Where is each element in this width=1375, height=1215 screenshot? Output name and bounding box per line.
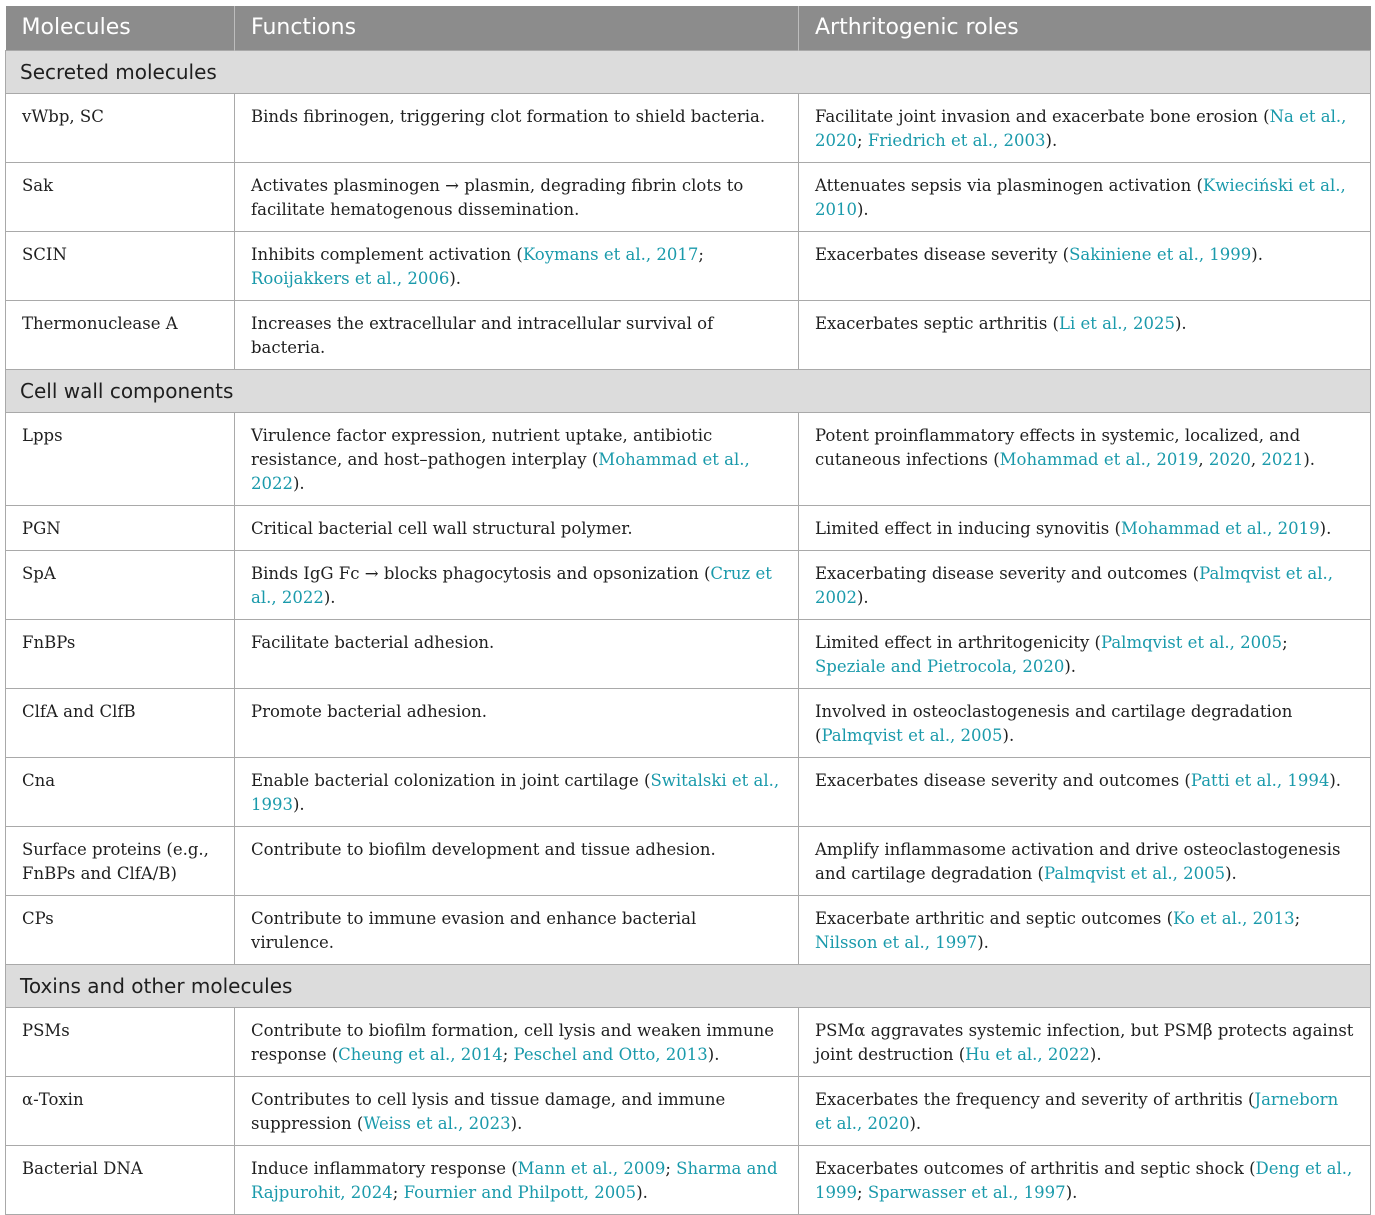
- cell-text: Virulence factor expression, nutrient uptake, antibiotic resistance, and host–pathogen interplay (: [251, 426, 713, 469]
- cell-text: Binds IgG Fc → blocks phagocytosis and opsonization (: [251, 564, 711, 583]
- cell-text: ).: [1303, 450, 1316, 469]
- table-row: [6, 689, 1371, 758]
- cell-text: ;: [665, 1159, 677, 1178]
- function-cell: [235, 1077, 799, 1146]
- cell-text: ;: [502, 1045, 514, 1064]
- header-arthritogenic-roles: Arthritogenic roles: [799, 6, 1371, 51]
- cell-text: Binds fibrinogen, triggering clot formation to shield bacteria.: [251, 107, 766, 126]
- table-row: [6, 620, 1371, 689]
- cell-text: ;: [1282, 633, 1288, 652]
- role-cell: [799, 413, 1371, 506]
- cell-text: ).: [1319, 519, 1332, 538]
- cell-text: ).: [857, 200, 869, 219]
- cell-text: Induce inflammatory response (: [251, 1159, 518, 1178]
- cell-text: Amplify inflammasome activation and drive osteoclastogenesis and cartilage degradation (: [815, 840, 1341, 883]
- table-row: [6, 301, 1371, 370]
- cell-text: Potent proinflammatory effects in systemic, localized, and cutaneous infections (: [815, 426, 1301, 469]
- cell-text: ).: [1064, 657, 1077, 676]
- cell-text: ;: [698, 245, 704, 264]
- citation-link[interactable]: Friedrich et al., 2003: [867, 131, 1046, 150]
- cell-text: Limited effect in inducing synovitis (: [815, 519, 1121, 538]
- molecule-cell: α-Toxin: [6, 1077, 235, 1146]
- molecule-cell: PSMs: [6, 1008, 235, 1077]
- citation-link[interactable]: Kwieciński et al., 2010: [815, 176, 1346, 219]
- cell-text: Exacerbates outcomes of arthritis and septic shock (: [815, 1159, 1256, 1178]
- function-cell: [235, 551, 799, 620]
- molecule-cell: vWbp, SC: [6, 94, 235, 163]
- citation-link[interactable]: Mohammad et al., 2022: [251, 450, 750, 493]
- cell-text: Attenuates sepsis via plasminogen activation (: [815, 176, 1203, 195]
- citation-link[interactable]: Switalski et al., 1993: [251, 771, 780, 814]
- cell-text: Critical bacterial cell wall structural polymer.: [251, 519, 633, 538]
- cell-text: ).: [636, 1183, 648, 1202]
- citation-link[interactable]: Mohammad et al., 2019: [999, 450, 1199, 469]
- citation-link[interactable]: Palmqvist et al., 2005: [821, 726, 1003, 745]
- function-cell: [235, 827, 799, 896]
- function-cell: [235, 896, 799, 965]
- cell-text: ).: [1002, 726, 1015, 745]
- molecule-cell: FnBPs: [6, 620, 235, 689]
- cell-text: Exacerbates disease severity (: [815, 245, 1070, 264]
- section-row: [6, 965, 1371, 1008]
- citation-link[interactable]: Sharma and Rajpurohit, 2024: [251, 1159, 778, 1202]
- role-cell: [799, 1077, 1371, 1146]
- cell-text: Contribute to immune evasion and enhance bacterial virulence.: [251, 909, 697, 952]
- cell-text: ).: [323, 588, 336, 607]
- cell-text: ).: [293, 795, 305, 814]
- role-cell: [799, 94, 1371, 163]
- cell-text: ,: [1198, 450, 1209, 469]
- section-row: [6, 51, 1371, 94]
- citation-link[interactable]: Palmqvist et al., 2005: [1044, 864, 1226, 883]
- cell-text: ).: [1251, 245, 1263, 264]
- citation-link[interactable]: Palmqvist et al., 2002: [815, 564, 1333, 607]
- citation-link[interactable]: Patti et al., 1994: [1190, 771, 1330, 790]
- function-cell: [235, 620, 799, 689]
- cell-text: Contribute to biofilm formation, cell lysis and weaken immune response (: [251, 1021, 775, 1064]
- cell-text: ).: [1089, 1045, 1102, 1064]
- molecule-cell: CPs: [6, 896, 235, 965]
- cell-text: Enable bacterial colonization in joint cartilage (: [251, 771, 651, 790]
- cell-text: ;: [1294, 909, 1301, 928]
- function-cell: [235, 413, 799, 506]
- molecule-cell: SCIN: [6, 232, 235, 301]
- table-row: [6, 506, 1371, 551]
- cell-text: ).: [293, 474, 305, 493]
- cell-text: Limited effect in arthritogenicity (: [815, 633, 1101, 652]
- table-row: [6, 94, 1371, 163]
- role-cell: [799, 551, 1371, 620]
- molecule-cell: PGN: [6, 506, 235, 551]
- section-title: Toxins and other molecules: [6, 965, 1371, 1008]
- cell-text: Facilitate bacterial adhesion.: [251, 633, 495, 652]
- function-cell: [235, 1008, 799, 1077]
- cell-text: ).: [1174, 314, 1187, 333]
- citation-link[interactable]: Sparwasser et al., 1997: [867, 1183, 1066, 1202]
- cell-text: Facilitate joint invasion and exacerbate bone erosion (: [815, 107, 1270, 126]
- function-cell: [235, 758, 799, 827]
- cell-text: ).: [510, 1114, 523, 1133]
- cell-text: ).: [1225, 864, 1237, 883]
- role-cell: [799, 232, 1371, 301]
- header-row: [6, 6, 1371, 51]
- section-row: [6, 370, 1371, 413]
- function-cell: [235, 232, 799, 301]
- role-cell: [799, 1146, 1371, 1215]
- table-body: [6, 51, 1371, 1215]
- citation-link[interactable]: Li et al., 2025: [1058, 314, 1175, 333]
- citation-link[interactable]: Fournier and Philpott, 2005: [403, 1183, 637, 1202]
- cell-text: ).: [1329, 771, 1342, 790]
- role-cell: [799, 827, 1371, 896]
- cell-text: ).: [857, 588, 869, 607]
- section-title: Cell wall components: [6, 370, 1371, 413]
- cell-text: PSMα aggravates systemic infection, but PSMβ protects against joint destruction (: [815, 1021, 1354, 1064]
- molecule-cell: Cna: [6, 758, 235, 827]
- cell-text: ).: [449, 269, 462, 288]
- cell-text: Increases the extracellular and intracellular survival of bacteria.: [251, 314, 714, 357]
- function-cell: [235, 689, 799, 758]
- cell-text: ;: [857, 131, 868, 150]
- citation-link[interactable]: Cheung et al., 2014: [338, 1045, 503, 1064]
- role-cell: [799, 896, 1371, 965]
- function-cell: [235, 301, 799, 370]
- role-cell: [799, 689, 1371, 758]
- citation-link[interactable]: Nilsson et al., 1997: [815, 933, 978, 952]
- molecule-cell: SpA: [6, 551, 235, 620]
- molecule-cell: Bacterial DNA: [6, 1146, 235, 1215]
- table-row: [6, 827, 1371, 896]
- role-cell: [799, 1008, 1371, 1077]
- table-header: [6, 6, 1371, 51]
- cell-text: Exacerbates the frequency and severity of arthritis (: [815, 1090, 1255, 1109]
- table-row: [6, 163, 1371, 232]
- cell-text: Exacerbates disease severity and outcomes (: [815, 771, 1191, 790]
- citation-link[interactable]: Palmqvist et al., 2005: [1100, 633, 1283, 652]
- cell-text: ).: [707, 1045, 720, 1064]
- cell-text: ;: [392, 1183, 404, 1202]
- cell-text: Exacerbates septic arthritis (: [815, 314, 1059, 333]
- cell-text: Promote bacterial adhesion.: [251, 702, 488, 721]
- cell-text: Inhibits complement activation (: [251, 245, 523, 264]
- cell-text: Contribute to biofilm development and tissue adhesion.: [251, 840, 716, 859]
- cell-text: Activates plasminogen → plasmin, degrading fibrin clots to facilitate hematogenous dissemination.: [251, 176, 744, 219]
- function-cell: [235, 163, 799, 232]
- cell-text: ;: [857, 1183, 868, 1202]
- cell-text: Exacerbating disease severity and outcomes (: [815, 564, 1200, 583]
- citation-link[interactable]: Sakiniene et al., 1999: [1069, 245, 1252, 264]
- citation-link[interactable]: Weiss et al., 2023: [363, 1114, 511, 1133]
- citation-link[interactable]: Jarneborn et al., 2020: [815, 1090, 1339, 1133]
- molecules-table: [5, 6, 1371, 1215]
- header-molecules: Molecules: [6, 6, 235, 51]
- table-row: [6, 758, 1371, 827]
- molecule-cell: Surface proteins (e.g., FnBPs and ClfA/B): [6, 827, 235, 896]
- cell-text: ).: [1065, 1183, 1078, 1202]
- citation-link[interactable]: Na et al., 2020: [815, 107, 1347, 150]
- function-cell: [235, 506, 799, 551]
- citation-link[interactable]: Koymans et al., 2017: [522, 245, 699, 264]
- citation-link[interactable]: 2020: [1208, 450, 1251, 469]
- role-cell: [799, 758, 1371, 827]
- molecule-cell: Lpps: [6, 413, 235, 506]
- citation-link[interactable]: Deng et al., 1999: [815, 1159, 1353, 1202]
- citation-link[interactable]: Rooijakkers et al., 2006: [251, 269, 450, 288]
- cell-text: ).: [909, 1114, 922, 1133]
- table-row: [6, 896, 1371, 965]
- table-row: [6, 232, 1371, 301]
- cell-text: Exacerbate arthritic and septic outcomes (: [815, 909, 1174, 928]
- cell-text: ,: [1250, 450, 1262, 469]
- role-cell: [799, 506, 1371, 551]
- role-cell: [799, 163, 1371, 232]
- cell-text: Contributes to cell lysis and tissue damage, and immune suppression (: [251, 1090, 726, 1133]
- table-row: [6, 1146, 1371, 1215]
- cell-text: ).: [977, 933, 989, 952]
- citation-link[interactable]: Cruz et al., 2022: [251, 564, 772, 607]
- citation-link[interactable]: Mohammad et al., 2019: [1120, 519, 1320, 538]
- role-cell: [799, 620, 1371, 689]
- table-row: [6, 1008, 1371, 1077]
- section-title: Secreted molecules: [6, 51, 1371, 94]
- function-cell: [235, 94, 799, 163]
- molecule-cell: Sak: [6, 163, 235, 232]
- citation-link[interactable]: Peschel and Otto, 2013: [513, 1045, 708, 1064]
- function-cell: [235, 1146, 799, 1215]
- citation-link[interactable]: Ko et al., 2013: [1173, 909, 1295, 928]
- table-row: [6, 413, 1371, 506]
- citation-link[interactable]: Speziale and Pietrocola, 2020: [815, 657, 1065, 676]
- table-row: [6, 1077, 1371, 1146]
- citation-link[interactable]: Mann et al., 2009: [517, 1159, 666, 1178]
- molecule-cell: ClfA and ClfB: [6, 689, 235, 758]
- cell-text: Involved in osteoclastogenesis and cartilage degradation (: [815, 702, 1293, 745]
- cell-text: ).: [1045, 131, 1058, 150]
- citation-link[interactable]: 2021: [1261, 450, 1304, 469]
- molecule-cell: Thermonuclease A: [6, 301, 235, 370]
- role-cell: [799, 301, 1371, 370]
- header-functions: Functions: [235, 6, 799, 51]
- citation-link[interactable]: Hu et al., 2022: [965, 1045, 1090, 1064]
- table-row: [6, 551, 1371, 620]
